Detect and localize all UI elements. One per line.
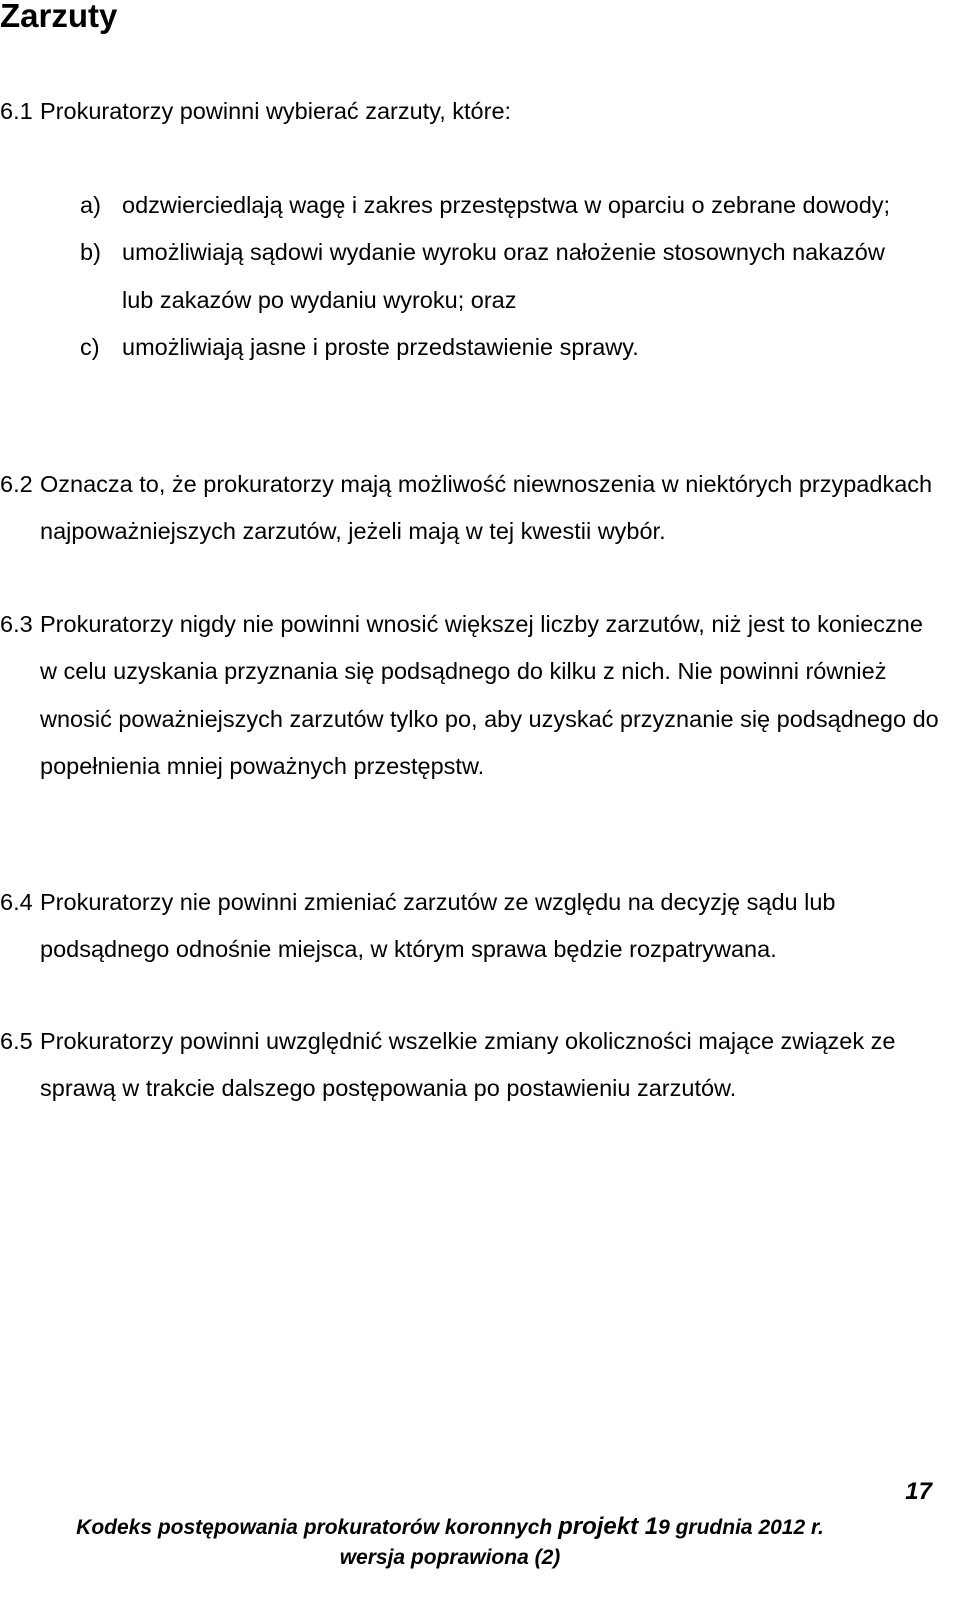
list-item-marker: b) <box>80 239 101 266</box>
section-number: 6.2 <box>0 471 33 497</box>
list-item <box>80 182 910 229</box>
section-number: 6.3 <box>0 611 33 637</box>
section-text: Prokuratorzy powinni uwzględnić wszelkie zmiany okoliczności mające związek ze sprawą w trakcie dalszego postępowania po postawieniu zarzutów. <box>40 1028 896 1102</box>
page-number: 17 <box>905 1478 932 1505</box>
footer-date: 9 grudnia 2012 r. <box>658 1516 824 1539</box>
page-heading: Zarzuty <box>0 0 118 34</box>
section-6-1-list <box>80 182 910 371</box>
list-item-text: umożliwiają jasne i proste przedstawienie sprawy. <box>122 333 639 360</box>
section-6-4 <box>0 879 950 974</box>
section-number: 6.5 <box>0 1028 33 1054</box>
list-item-text: odzwierciedlają wagę i zakres przestępstwa w oparciu o zebrane dowody; <box>122 192 891 218</box>
section-text: Prokuratorzy powinni wybierać zarzuty, które: <box>40 98 512 124</box>
section-6-2 <box>0 461 950 556</box>
footer <box>0 1512 900 1573</box>
section-6-3 <box>0 601 950 790</box>
list-item <box>80 324 910 371</box>
section-text: Prokuratorzy nigdy nie powinni wnosić większej liczby zarzutów, niż jest to konieczne w celu uzyskania przyznania się podsądnego do kilku z nich. Nie powinni również wnosić poważniejszych zarzutów tylko po, aby uzyskać przyznanie się podsądnego do popełnienia mniej poważnych przestępstw. <box>40 611 939 779</box>
section-number: 6.1 <box>0 98 33 124</box>
footer-title: Kodeks postępowania prokuratorów koronnych <box>76 1516 559 1539</box>
section-6-1 <box>0 88 950 135</box>
section-text: Oznacza to, że prokuratorzy mają możliwość niewnoszenia w niektórych przypadkach najpoważniejszych zarzutów, jeżeli mają w tej kwestii wybór. <box>40 471 933 545</box>
section-number: 6.4 <box>0 889 33 915</box>
footer-draft-label: projekt 1 <box>558 1513 659 1540</box>
list-item <box>80 229 910 324</box>
section-text: Prokuratorzy nie powinni zmieniać zarzutów ze względu na decyzję sądu lub podsądnego odnośnie miejsca, w którym sprawa będzie rozpatrywana. <box>40 889 836 963</box>
list-item-marker: a) <box>80 192 101 218</box>
list-item-marker: c) <box>80 333 100 360</box>
list-item-text: umożliwiają sądowi wydanie wyroku oraz nałożenie stosownych nakazów lub zakazów po wydaniu wyroku; oraz <box>122 239 885 313</box>
section-6-5 <box>0 1018 950 1113</box>
footer-version: wersja poprawiona (2) <box>339 1546 561 1569</box>
